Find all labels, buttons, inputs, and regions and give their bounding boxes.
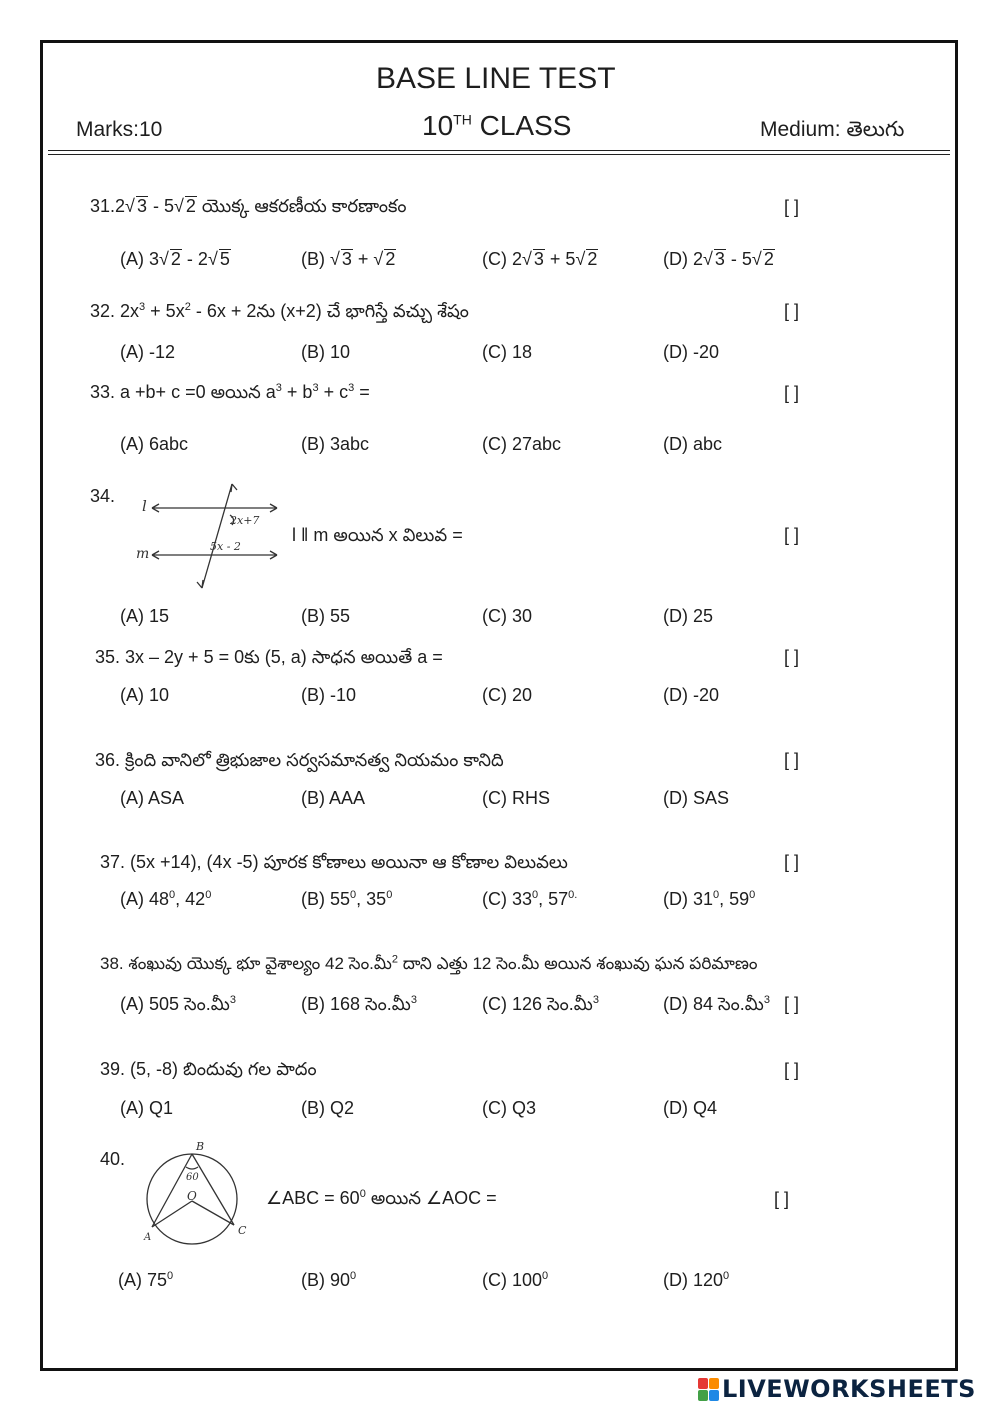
liveworksheets-logo[interactable]: LIVEWORKSHEETS xyxy=(722,1375,976,1403)
sqrt-icon: √ xyxy=(751,249,762,269)
class-number: 10 xyxy=(422,110,454,141)
degree: 0 xyxy=(749,889,756,901)
q32-option-a[interactable]: (A) -12 xyxy=(120,342,176,362)
q-text: + b xyxy=(281,382,313,402)
degree: 0 xyxy=(205,889,212,901)
q38-option-d[interactable] xyxy=(663,994,770,1019)
opt-text: (B) 55 xyxy=(301,889,351,909)
question-39: 39. (5, -8) బిందువు గల పాదం xyxy=(100,1059,317,1079)
q39-option-d[interactable]: (D) Q4 xyxy=(663,1098,717,1118)
opt-text: (B) xyxy=(301,249,330,269)
q33-option-d[interactable]: (D) abc xyxy=(663,434,723,454)
degree: 0 xyxy=(169,889,176,901)
opt-text: , 57 xyxy=(538,889,569,909)
answer-bracket-40[interactable]: [ ] xyxy=(774,1189,790,1209)
q-sup: 3 xyxy=(348,382,355,394)
liveworksheets-logo-icon xyxy=(698,1378,720,1402)
question-35: 35. 3x – 2y + 5 = 0కు (5, a) సాధన అయితే a = xyxy=(95,647,443,667)
logo-block-blue xyxy=(709,1390,719,1401)
opt-text: , 59 xyxy=(719,889,750,909)
question-32 xyxy=(90,301,469,326)
radicand: 2 xyxy=(763,249,774,269)
q34-number: 34. xyxy=(90,486,116,506)
q-text: + c xyxy=(318,382,349,402)
q32-option-c[interactable]: (C) 18 xyxy=(482,342,533,362)
opt-text: (C) 100 xyxy=(482,1270,543,1290)
sqrt-icon: √ xyxy=(207,249,218,269)
q-text: 33. a +b+ c =0 అయిన a xyxy=(90,382,276,402)
q-text: దాని ఎత్తు 12 సెం.మీ అయిన శంఖువు ఘన పరిమాణం xyxy=(398,954,758,973)
q32-option-b[interactable]: (B) 10 xyxy=(301,342,351,362)
q37-option-c[interactable] xyxy=(482,889,577,910)
opt-text: (D) 84 సెం.మీ xyxy=(663,994,764,1014)
degree: 0 xyxy=(713,889,720,901)
q39-option-b[interactable]: (B) Q2 xyxy=(301,1098,355,1118)
radicand: 3 xyxy=(341,249,352,269)
q-text: + 5x xyxy=(145,301,185,321)
class-sup: TH xyxy=(453,111,472,128)
q40-option-a[interactable] xyxy=(118,1270,173,1291)
angle-arc xyxy=(186,1167,198,1169)
circle-angle-figure xyxy=(138,1137,260,1255)
degree: 0 xyxy=(386,889,393,901)
q-sup: 3 xyxy=(312,382,319,394)
sqrt-icon: √ xyxy=(173,196,184,216)
radicand: 2 xyxy=(170,249,181,269)
arrow-icon xyxy=(231,484,237,492)
q-text: 38. శంఖువు యొక్క భూ వైశాల్యం 42 సెం.మీ xyxy=(100,954,392,973)
opt-text: (D) 120 xyxy=(663,1270,724,1290)
q-sup: 2 xyxy=(184,301,191,313)
label-m: m xyxy=(136,546,150,562)
logo-block-orange xyxy=(709,1378,719,1389)
class-word: CLASS xyxy=(479,110,572,141)
q36-option-c[interactable]: (C) RHS xyxy=(482,788,550,808)
cube-sup: 3 xyxy=(763,994,770,1006)
arrow-icon xyxy=(197,580,203,588)
q36-option-b[interactable]: (B) AAA xyxy=(301,788,366,808)
radius-oc xyxy=(192,1201,234,1225)
q-sup: 3 xyxy=(139,301,146,313)
answer-bracket-32[interactable]: [ ] xyxy=(784,301,800,321)
sqrt-icon: √ xyxy=(575,249,586,269)
question-31 xyxy=(90,196,407,221)
opt-text: , 42 xyxy=(175,889,206,909)
label-c: C xyxy=(238,1224,247,1237)
opt-text: (D) 2 xyxy=(663,249,703,269)
cube-sup: 3 xyxy=(592,994,599,1006)
question-33 xyxy=(90,382,370,407)
q35-option-b[interactable]: (B) -10 xyxy=(301,685,357,705)
parallel-lines-figure xyxy=(132,478,282,593)
q36-option-a[interactable]: (A) ASA xyxy=(120,788,185,808)
q34-option-a[interactable]: (A) 15 xyxy=(120,606,170,626)
degree: 0 xyxy=(359,1188,366,1200)
sqrt-icon: √ xyxy=(330,249,340,269)
transversal xyxy=(202,484,232,588)
q39-option-c[interactable]: (C) Q3 xyxy=(482,1098,536,1118)
opt-text: (A) 48 xyxy=(120,889,170,909)
answer-bracket-34[interactable]: [ ] xyxy=(784,525,800,545)
answer-bracket-33[interactable]: [ ] xyxy=(784,383,800,403)
q-text: 32. 2x xyxy=(90,301,140,321)
q-sup: 3 xyxy=(275,382,282,394)
q37-option-d[interactable] xyxy=(663,889,755,910)
q34-text: l ǁ m అయిన x విలువ = xyxy=(292,525,463,545)
opt-text: (C) 2 xyxy=(482,249,522,269)
radicand: 2 xyxy=(587,249,598,269)
q40-option-d[interactable] xyxy=(663,1270,729,1291)
q31-option-c[interactable] xyxy=(482,249,598,270)
sqrt-icon: √ xyxy=(125,196,135,216)
answer-bracket-37[interactable]: [ ] xyxy=(784,852,800,872)
label-angle-top: 2x+7 xyxy=(230,514,260,527)
label-l: l xyxy=(142,497,147,515)
q35-option-a[interactable]: (A) 10 xyxy=(120,685,170,705)
cube-sup: 3 xyxy=(410,994,417,1006)
degree: 0. xyxy=(568,889,578,901)
radicand: 5 xyxy=(219,249,230,269)
q40-text xyxy=(266,1188,497,1213)
degree: 0 xyxy=(542,1270,549,1282)
sqrt-icon: √ xyxy=(373,249,384,269)
medium-label: Medium: తెలుగు xyxy=(760,118,905,141)
label-angle: 60 xyxy=(186,1172,199,1183)
radius-oa xyxy=(152,1201,192,1227)
q-text: = xyxy=(354,382,370,402)
q35-option-d[interactable]: (D) -20 xyxy=(663,685,720,705)
opt-text: , 35 xyxy=(356,889,387,909)
q33-option-b[interactable]: (B) 3abc xyxy=(301,434,370,454)
degree: 0 xyxy=(532,889,539,901)
q33-option-a[interactable]: (A) 6abc xyxy=(120,434,189,454)
degree: 0 xyxy=(167,1270,174,1282)
sqrt-icon: √ xyxy=(703,249,713,269)
q38-option-c[interactable] xyxy=(482,994,599,1019)
logo-block-green xyxy=(698,1390,708,1401)
q38-option-a[interactable] xyxy=(120,994,236,1019)
q34-option-d[interactable]: (D) 25 xyxy=(663,606,714,626)
label-b: B xyxy=(196,1140,205,1153)
q-text: ∠ABC = 60 xyxy=(266,1188,360,1208)
q-text: అయిన ∠AOC = xyxy=(365,1188,497,1208)
label-o: O xyxy=(187,1189,197,1203)
q37-option-a[interactable] xyxy=(120,889,211,910)
radicand: 2 xyxy=(385,249,396,269)
header-rule-top xyxy=(48,150,950,151)
sqrt-icon: √ xyxy=(522,249,532,269)
opt-text: (C) 33 xyxy=(482,889,533,909)
q31-mid: - 5 xyxy=(147,196,174,216)
logo-block-red xyxy=(698,1378,708,1389)
class-label xyxy=(422,110,571,142)
chord-bc xyxy=(192,1154,234,1225)
q33-option-c[interactable]: (C) 27abc xyxy=(482,434,562,454)
q34-option-c[interactable]: (C) 30 xyxy=(482,606,533,626)
question-38 xyxy=(100,954,758,978)
q40-option-c[interactable] xyxy=(482,1270,548,1291)
q-sup: 2 xyxy=(391,953,399,966)
q35-option-c[interactable]: (C) 20 xyxy=(482,685,533,705)
q31-radicand-2: 2 xyxy=(185,196,196,216)
q34-option-b[interactable]: (B) 55 xyxy=(301,606,351,626)
opt-text: (D) 31 xyxy=(663,889,714,909)
answer-bracket-35[interactable]: [ ] xyxy=(784,647,800,667)
radicand: 3 xyxy=(714,249,725,269)
question-36: 36. క్రింది వానిలో త్రిభుజాల సర్వసమానత్వ నియమం కానిది xyxy=(95,750,504,770)
page-title: BASE LINE TEST xyxy=(376,62,616,95)
answer-bracket-39[interactable]: [ ] xyxy=(784,1060,800,1080)
q31-number: 31. xyxy=(90,196,116,216)
q36-option-d[interactable]: (D) SAS xyxy=(663,788,730,808)
q31-coef: 2 xyxy=(115,196,126,216)
q31-option-a[interactable] xyxy=(120,249,231,270)
q37-option-b[interactable] xyxy=(301,889,392,910)
degree: 0 xyxy=(350,889,357,901)
q-text: - 6x + 2ను (x+2) చే భాగిస్తే వచ్చు శేషం xyxy=(190,301,469,321)
opt-text: (A) 75 xyxy=(118,1270,168,1290)
label-a: A xyxy=(144,1232,152,1243)
sqrt-icon: √ xyxy=(159,249,169,269)
answer-bracket-38[interactable]: [ ] xyxy=(784,994,800,1014)
marks-label: Marks:10 xyxy=(76,118,163,141)
q31-option-d[interactable] xyxy=(663,249,775,270)
label-angle-bottom: 5x - 2 xyxy=(210,540,241,553)
q38-option-b[interactable] xyxy=(301,994,417,1019)
header-rule-bottom xyxy=(48,154,950,155)
answer-bracket-36[interactable]: [ ] xyxy=(784,750,800,770)
q31-radicand-1: 3 xyxy=(136,196,147,216)
radicand: 3 xyxy=(533,249,544,269)
opt-text: (C) 126 సెం.మీ xyxy=(482,994,593,1014)
opt-text: + 5 xyxy=(544,249,576,269)
q40-number: 40. xyxy=(100,1149,126,1169)
chord-ba xyxy=(152,1154,192,1227)
opt-text: + xyxy=(352,249,374,269)
q31-option-b[interactable] xyxy=(301,249,396,270)
opt-text: (B) 90 xyxy=(301,1270,351,1290)
q31-text: యొక్క ఆకరణీయ కారణాంకం xyxy=(196,196,407,216)
cube-sup: 3 xyxy=(229,994,236,1006)
degree: 0 xyxy=(723,1270,730,1282)
opt-text: (A) 3 xyxy=(120,249,160,269)
answer-bracket-31[interactable]: [ ] xyxy=(784,197,800,217)
opt-text: - 5 xyxy=(725,249,752,269)
q40-option-b[interactable] xyxy=(301,1270,356,1291)
opt-text: (A) 505 సెం.మీ xyxy=(120,994,230,1014)
q39-option-a[interactable]: (A) Q1 xyxy=(120,1098,174,1118)
opt-text: (B) 168 సెం.మీ xyxy=(301,994,411,1014)
q32-option-d[interactable]: (D) -20 xyxy=(663,342,720,362)
opt-text: - 2 xyxy=(181,249,208,269)
degree: 0 xyxy=(350,1270,357,1282)
question-37: 37. (5x +14), (4x -5) పూరక కోణాలు అయినా ఆ కోణాల విలువలు xyxy=(100,852,568,872)
